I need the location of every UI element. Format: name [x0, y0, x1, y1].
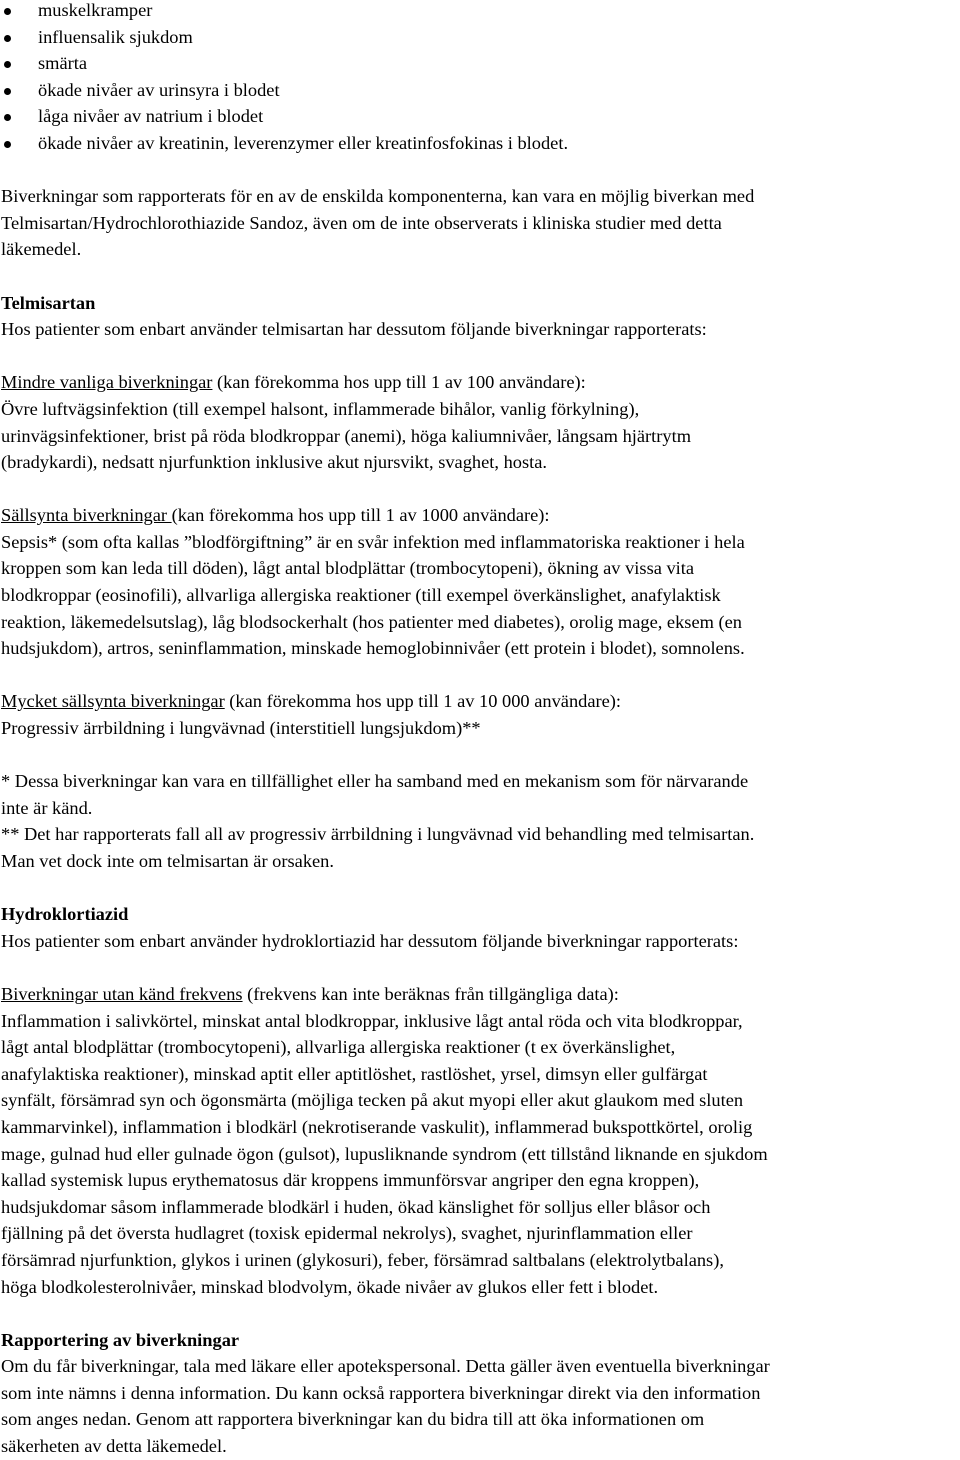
- section-lead: Hos patienter som enbart använder hydroklortiazid har dessutom följande biverkningar rapporterats:: [1, 930, 739, 951]
- section-heading: Hydroklortiazid: [1, 904, 129, 925]
- spacer: [0, 875, 958, 902]
- bullet-item: låga nivåer av natrium i blodet: [0, 103, 958, 130]
- bullet-item: ökade nivåer av kreatinin, leverenzymer eller kreatinfosfokinas i blodet.: [0, 130, 958, 157]
- telmisartan-section: [0, 290, 958, 343]
- hydroklortiazid-section: [0, 901, 958, 954]
- spacer: [0, 343, 958, 370]
- bullet-item: ökade nivåer av urinsyra i blodet: [0, 77, 958, 104]
- footnotes: * Dessa biverkningar kan vara en tillfällighet eller ha samband med en mekanism som för närvarande inte är känd. ** Det har rapporterats fall all av progressiv ärrbildning i lungvävnad vid behandling med telmisartan. Man vet dock inte om telmisartan är orsaken.: [1, 771, 755, 871]
- bullet-item: influensalik sjukdom: [0, 24, 958, 51]
- frequency-label: Mindre vanliga biverkningar: [1, 372, 213, 393]
- spacer: [0, 662, 958, 689]
- side-effects-bullet-list: [0, 0, 958, 157]
- frequency-label: Mycket sällsynta biverkningar: [1, 691, 225, 712]
- bullet-icon: [4, 61, 11, 68]
- bullet-item: muskelkramper: [0, 0, 958, 24]
- spacer: [0, 742, 958, 769]
- bullet-icon: [4, 141, 11, 148]
- section-lead: Hos patienter som enbart använder telmisartan har dessutom följande biverkningar rapporterats:: [1, 319, 707, 340]
- spacer: [0, 157, 958, 184]
- frequency-label: Sällsynta biverkningar: [1, 505, 172, 526]
- spacer: [0, 1300, 958, 1327]
- uncommon-side-effects: Mindre vanliga biverkningar (kan förekomma hos upp till 1 av 100 användare): Övre luftvägsinfektion (till exempel halsont, inflammerade bihålor, vanlig förkylning), urinvägsinfektioner, brist på röda blodkroppar (anemi), höga kaliumnivåer, långsam hjärtrytm (bradykardi), nedsatt njurfunktion inklusive akut njursvikt, svaghet, hosta.: [1, 372, 692, 473]
- very-rare-side-effects: Mycket sällsynta biverkningar (kan förekomma hos upp till 1 av 10 000 användare): Progressiv ärrbildning i lungvävnad (interstitiell lungsjukdom)**: [1, 691, 622, 739]
- spacer: [0, 954, 958, 981]
- bullet-icon: [4, 8, 11, 15]
- bullet-icon: [4, 88, 11, 95]
- bullet-icon: [4, 35, 11, 42]
- unknown-frequency-side-effects: Biverkningar utan känd frekvens (frekvens kan inte beräknas från tillgängliga data): Inflammation i salivkörtel, minskat antal blodkroppar, inklusive lågt antal röda och vita blodkroppar, lågt antal blodplättar (trombocytopeni), allvarliga allergiska reaktioner (t ex överkänslighet, anafylaktiska reaktioner), minskad aptit eller aptitlöshet, rastlöshet, yrsel, dimsyn eller gulfärgat synfält, försämrad syn och ögonsmärta (möjliga tecken på akut myopi eller akut glaukom med sluten kammarvinkel), inflammation i blodkärl (nekrotiserande vaskulit), inflammerad bukspottkörtel, orolig mage, gulnad hud eller gulnade ögon (gulsot), lupusliknande syndrom (ett tillstånd liknande en sjukdom kallad systemisk lupus erythematosus där kroppens immunförsvar angriper den egna kroppen), hudsjukdomar såsom inflammerade blodkärl i huden, ökad känslighet för solljus eller blåsor och fjällning på det översta hudlagret (toxisk epidermal nekrolys), svaghet, njurinflammation eller försämrad njurfunktion, glykos i urinen (glykosuri), feber, försämrad saltbalans (elektrolytbalans), höga blodkolesterolnivåer, minskad blodvolym, ökade nivåer av glukos eller fett i blodet.: [1, 983, 768, 1297]
- spacer: [0, 476, 958, 503]
- spacer: [0, 263, 958, 290]
- section-heading: Telmisartan: [1, 292, 96, 313]
- rare-side-effects: Sällsynta biverkningar (kan förekomma hos upp till 1 av 1000 användare): Sepsis* (som ofta kallas ”blodförgiftning” är en svår infektion med inflammatoriska reaktioner i hela kroppen som kan leda till döden), lågt antal blodplättar (trombocytopeni), ökning av vissa vita blodkroppar (eosinofili), allvarliga allergiska reaktioner (till exempel överkänslighet, anafylaktisk reaktion, läkemedelsutslag), låg blodsockerhalt (hos patienter med diabetes), orolig mage, eksem (en hudsjukdom), artros, seninflammation, minskade hemoglobinnivåer (ett protein i blodet), somnolens.: [1, 505, 745, 659]
- section-heading: Rapportering av biverkningar: [1, 1329, 240, 1350]
- reporting-section: Rapportering av biverkningar Om du får biverkningar, tala med läkare eller apotekspersonal. Detta gäller även eventuella biverkningar som inte nämns i denna information. Du kann också rapportera biverkningar direkt via den information som anges nedan. Genom att rapportera biverkningar kan du bidra till att öka informationen om säkerheten av detta läkemedel.: [0, 1327, 958, 1460]
- bullet-icon: [4, 114, 11, 121]
- intro-paragraph: Biverkningar som rapporterats för en av de enskilda komponenterna, kan vara en möjlig biverkan med Telmisartan/Hydrochlorothiazide Sandoz, även om de inte observerats i kliniska studier med detta läkemedel.: [1, 186, 755, 260]
- bullet-item: smärta: [0, 50, 958, 77]
- frequency-label: Biverkningar utan känd frekvens: [1, 983, 243, 1004]
